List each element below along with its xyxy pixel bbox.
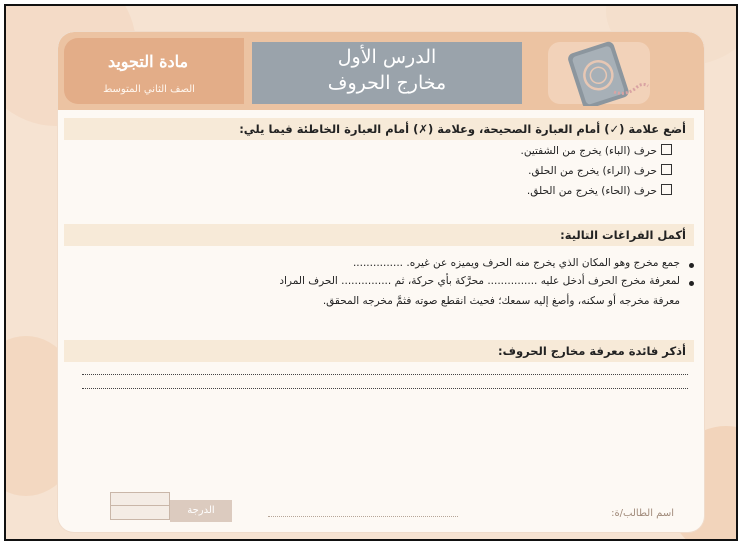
section-benefit-instruction: أذكر فائدة معرفة مخارج الحروف: xyxy=(64,340,694,362)
statement-text: حرف (الباء) يخرج من الشفتين. xyxy=(520,145,657,157)
worksheet-header xyxy=(58,32,704,110)
blank[interactable]: ............... xyxy=(352,257,404,269)
answer-line[interactable] xyxy=(82,374,688,375)
grade-box[interactable] xyxy=(110,492,170,520)
grade-level: الصف الثاني المتوسط xyxy=(103,84,195,95)
checkbox[interactable] xyxy=(661,184,672,195)
student-name-label: اسم الطالب/ة: xyxy=(611,508,674,519)
bullet xyxy=(689,263,694,268)
student-name-line[interactable] xyxy=(268,516,458,517)
statement-text: حرف (الراء) يخرج من الحلق. xyxy=(528,165,657,177)
grade-label: الدرجة xyxy=(170,500,232,522)
section-true-false-instruction: أضع علامة (✓) أمام العبارة الصحيحة، وعلامة (✗) أمام العبارة الخاطئة فيما يلي: xyxy=(64,118,694,140)
checkbox[interactable] xyxy=(661,164,672,175)
fill-item-continuation: معرفة مخرجه أو سكنه، وأصغ إليه سمعك؛ فحيث انقطع صوته فثمَّ مخرجه المحقق. xyxy=(322,295,680,307)
statement-item xyxy=(521,144,673,158)
statement-item xyxy=(528,164,672,178)
subject-title: مادة التجويد xyxy=(107,52,189,71)
statement-text: حرف (الحاء) يخرج من الحلق. xyxy=(526,185,657,197)
section-fill-blanks-instruction: أكمل الفراغات التالية: xyxy=(64,224,694,246)
fill-item xyxy=(279,274,680,288)
lesson-number: الدرس الأول xyxy=(337,46,437,68)
fill-text: جمع مخرج وهو المكان الذي يخرج منه الحرف ويميزه عن غيره. xyxy=(406,257,680,269)
fill-text: لمعرفة مخرج الحرف أدخل عليه xyxy=(540,275,680,287)
lesson-title: مخارج الحروف xyxy=(327,72,447,94)
worksheet xyxy=(58,32,704,532)
blank[interactable]: ............... xyxy=(341,275,392,287)
statement-item xyxy=(527,184,672,198)
subject-panel xyxy=(64,38,244,104)
quran-book-icon xyxy=(544,40,654,106)
bullet xyxy=(689,281,694,286)
answer-line[interactable] xyxy=(82,388,688,389)
fill-text: الحرف المراد xyxy=(279,275,338,287)
fill-text: محرَّكة بأي حركة، ثم xyxy=(394,275,484,287)
checkbox[interactable] xyxy=(661,144,672,155)
blank[interactable]: ............... xyxy=(487,275,538,287)
lesson-title-box xyxy=(252,42,522,104)
page-frame xyxy=(4,4,738,541)
fill-item xyxy=(353,256,680,270)
